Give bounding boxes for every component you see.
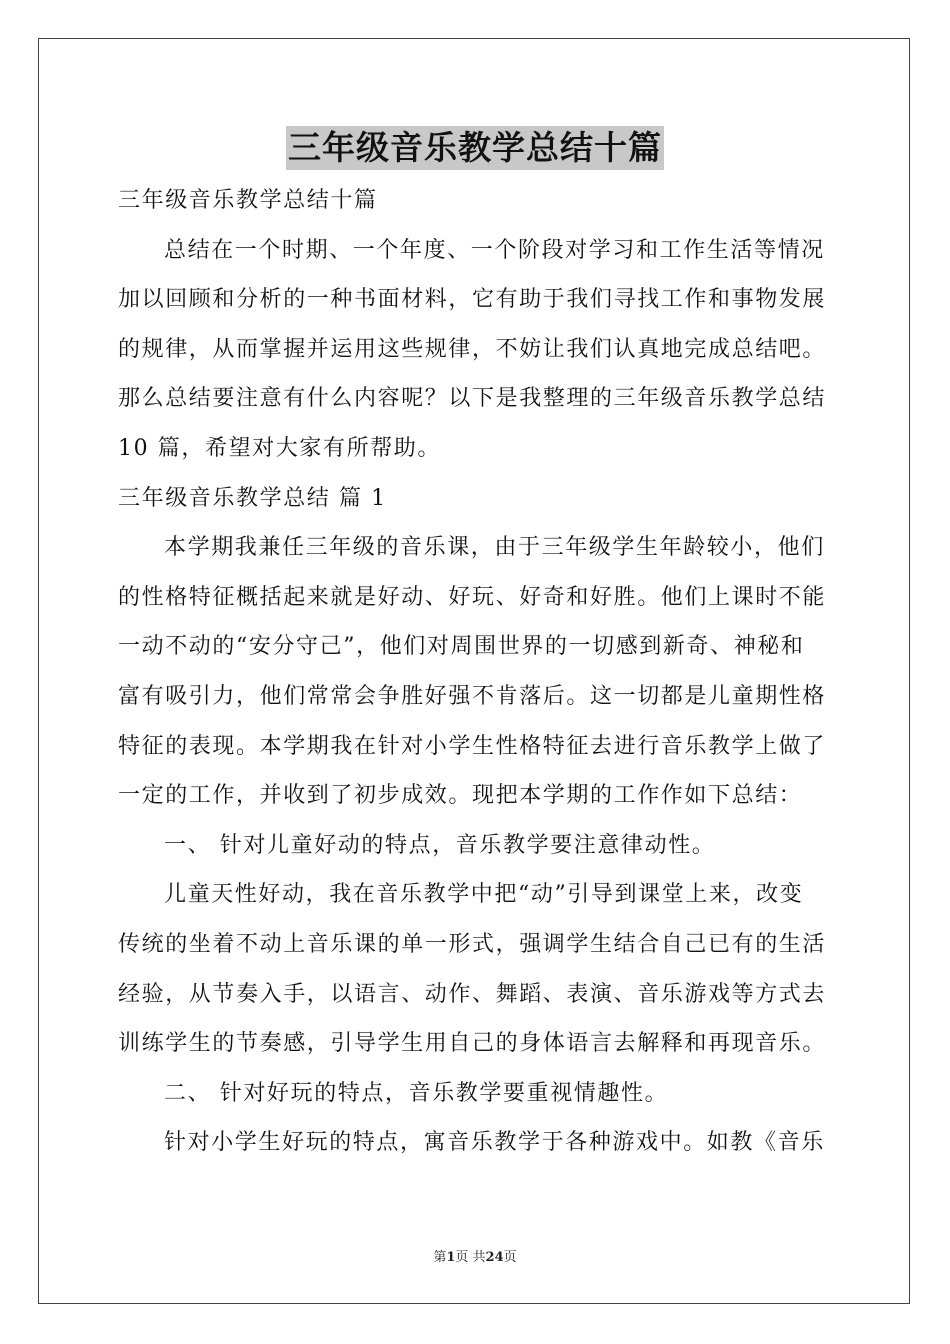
text-line: 加以回顾和分析的一种书面材料，它有助于我们寻找工作和事物发展 <box>118 287 827 313</box>
text-line: 针对小学生好玩的特点，寓音乐教学于各种游戏中。如教《音乐 <box>164 1130 825 1156</box>
text-line: 一动不动的“安分守己”，他们对周围世界的一切感到新奇、神秘和 <box>118 634 805 660</box>
title-container <box>0 126 950 170</box>
document-title: 三年级音乐教学总结十篇 <box>286 126 664 170</box>
footer-prefix: 第 <box>433 1250 447 1265</box>
footer-page-number: 1 <box>446 1250 456 1265</box>
text-line: 传统的坐着不动上音乐课的单一形式，强调学生结合自己已有的生活 <box>118 931 827 957</box>
text-line: 的规律，从而掌握并运用这些规律，不妨让我们认真地完成总结吧。 <box>118 336 827 362</box>
text-line: 经验，从节奏入手，以语言、动作、舞蹈、表演、音乐游戏等方式去 <box>118 981 827 1007</box>
text-line: 训练学生的节奏感，引导学生用自己的身体语言去解释和再现音乐。 <box>118 1031 827 1057</box>
document-body <box>118 176 832 1168</box>
text-line: 富有吸引力，他们常常会争胜好强不肯落后。这一切都是儿童期性格 <box>118 683 827 709</box>
text-line: 本学期我兼任三年级的音乐课，由于三年级学生年龄较小，他们 <box>164 535 825 561</box>
text-line: 特征的表现。本学期我在针对小学生性格特征去进行音乐教学上做了 <box>118 733 827 759</box>
footer-total-pages: 24 <box>485 1250 504 1265</box>
page-footer <box>0 1246 950 1265</box>
text-line: 二、 针对好玩的特点，音乐教学要重视情趣性。 <box>164 1080 669 1106</box>
text-line: 的性格特征概括起来就是好动、好玩、好奇和好胜。他们上课时不能 <box>118 584 827 610</box>
footer-mid: 页 共 <box>455 1250 486 1265</box>
text-line: 那么总结要注意有什么内容呢？以下是我整理的三年级音乐教学总结 <box>118 386 827 412</box>
text-line: 儿童天性好动，我在音乐教学中把“动”引导到课堂上来，改变 <box>164 882 804 908</box>
text-line: 一、 针对儿童好动的特点，音乐教学要注意律动性。 <box>164 832 716 858</box>
footer-suffix: 页 <box>503 1250 517 1265</box>
text-line: 一定的工作，并收到了初步成效。现把本学期的工作作如下总结： <box>118 783 803 809</box>
text-line: 三年级音乐教学总结十篇 <box>118 188 378 213</box>
text-line: 三年级音乐教学总结 篇 1 <box>118 485 387 511</box>
text-line: 总结在一个时期、一个年度、一个阶段对学习和工作生活等情况 <box>164 237 825 263</box>
text-line: 10 篇，希望对大家有所帮助。 <box>118 435 441 461</box>
